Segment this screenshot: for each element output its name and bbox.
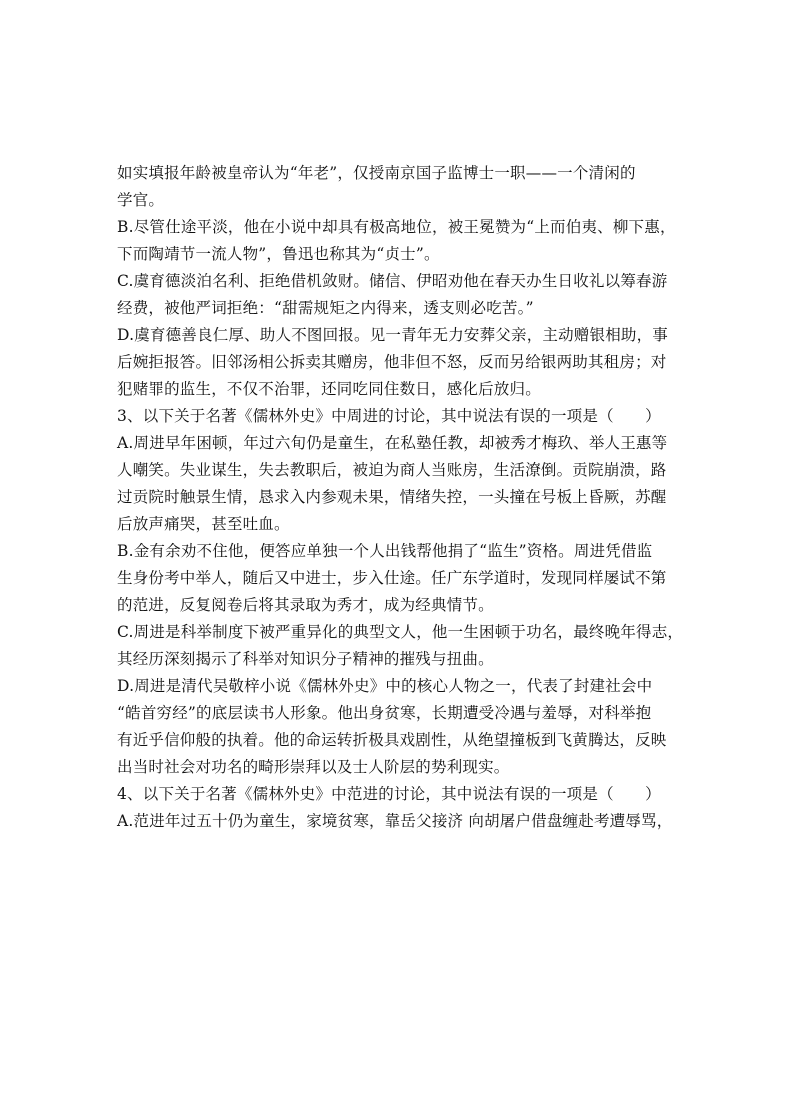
text-line: 人嘲笑。失业谋生，失去教职后，被迫为商人当账房，生活潦倒。贡院崩溃，路 [117,461,667,479]
text-line: 如实填报年龄被皇帝认为“年老”，仅授南京国子监博士一职——一个清闲的 [117,164,636,182]
option-b-line: B.金有余劝不住他，便答应单独一个人出钱帮他捐了“监生”资格。周进凭借监 [117,542,653,560]
text-line: 出当时社会对功名的畸形崇拜以及士人阶层的势利现实。 [117,758,510,776]
text-line: 学官。 [117,191,165,209]
text-line: 过贡院时触景生情，恳求入内参观未果，情绪失控，一头撞在号板上昏厥，苏醒 [117,488,667,506]
text-line: 有近乎信仰般的执着。他的命运转折极具戏剧性，从绝望撞板到飞黄腾达，反映 [117,731,667,749]
option-d-line: D.虞育德善良仁厚、助人不图回报。见一青年无力安葬父亲，主动赠银相助，事 [117,326,669,344]
question-4-stem: 4、以下关于名著《儒林外史》中范进的讨论，其中说法有误的一项是（ ） [117,785,661,803]
document-body [117,160,684,835]
text-line: “皓首穷经”的底层读书人形象。他出身贫寒，长期遭受冷遇与羞辱，对科举抱 [117,704,652,722]
text-line: 下而陶靖节一流人物”，鲁迅也称其为“贞士”。 [117,245,440,263]
option-a-line: A.周进早年困顿，年过六旬仍是童生，在私塾任教，却被秀才梅玖、举人王惠等 [117,434,668,452]
text-line: 其经历深刻揭示了科举对知识分子精神的摧残与扭曲。 [117,650,494,668]
text-line: 生身份考中举人，随后又中进士，步入仕途。任广东学道时，发现同样屡试不第 [117,569,667,587]
option-b-line: B.尽管仕途平淡，他在小说中却具有极高地位，被王冕赞为“上而伯夷、柳下惠， [117,218,676,236]
option-c-line: C.周进是科举制度下被严重异化的典型文人，他一生困顿于功名，最终晚年得志， [117,623,684,641]
option-a-line: A.范进年过五十仍为童生，家境贫寒，靠岳父接济 向胡屠户借盘缠赴考遭辱骂， [117,812,673,830]
text-line: 的范进，反复阅卷后将其录取为秀才，成为经典情节。 [117,596,494,614]
text-line: 后婉拒报答。旧邻汤相公拆卖其赠房，他非但不怒，反而另给银两助其租房；对 [117,353,667,371]
text-line: 经费，被他严词拒绝：“甜需规矩之内得来，透支则必吃苦。” [117,299,534,317]
option-c-line: C.虞育德淡泊名利、拒绝借机敛财。储信、伊昭劝他在春天办生日收礼以筹春游 [117,272,668,290]
text-line: 犯赌罪的监生，不仅不治罪，还同吃同住数日，感化后放归。 [117,380,541,398]
question-3-stem: 3、以下关于名著《儒林外史》中周进的讨论，其中说法有误的一项是（ ） [117,407,661,425]
text-line: 后放声痛哭，甚至吐血。 [117,515,290,533]
option-d-line: D.周进是清代吴敬梓小说《儒林外史》中的核心人物之一，代表了封建社会中 [117,677,653,695]
